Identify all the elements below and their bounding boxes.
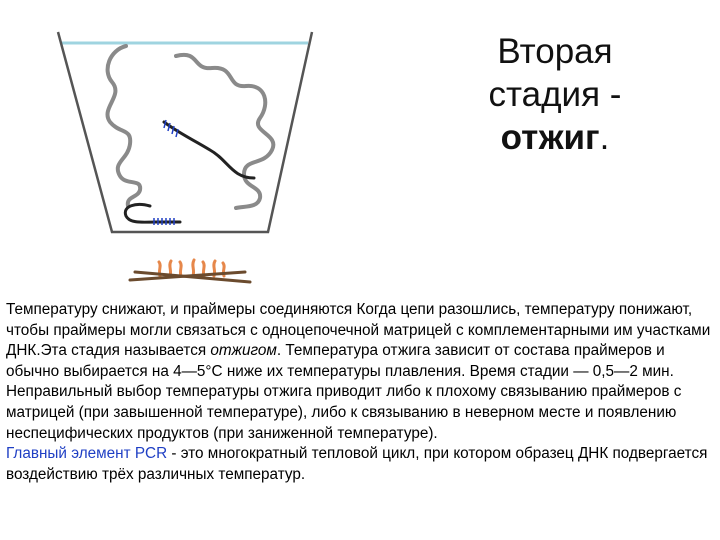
body-details: . Температура отжига зависит от состава праймеров и обычно выбирается на 4—5°С ниже их температуры плавления. Время стадии — 0,5—2 мин. Неправильный выбор температуры отжига приводит либо к плохому связыванию праймеров с матрицей (при завышенной температуре), либо к связыванию в неверном месте и появлению неспецифических продуктов (при заниженной температуре). bbox=[6, 342, 682, 442]
body-intro: Температуру снижают, и праймеры соединяются Когда цепи разошлись, температуру понижают, чтобы праймеры могли связаться с одноцепочечной матрицей с комплементарными им участками ДНК.Эта стадия называется bbox=[6, 301, 711, 360]
body-highlight: Главный элемент PCR bbox=[6, 445, 168, 463]
title-term: отжиг bbox=[500, 118, 600, 157]
title-line-1: Вторая bbox=[497, 32, 613, 71]
title-line-3 bbox=[455, 116, 655, 159]
body-closing: - это многократный тепловой цикл, при котором образец ДНК подвергается воздействию трёх различных температур. bbox=[6, 445, 708, 483]
body-term: отжигом bbox=[210, 342, 277, 360]
dna-strand-left bbox=[107, 46, 140, 206]
pcr-annealing-illustration bbox=[40, 10, 340, 285]
firewood-icon bbox=[130, 272, 250, 282]
dna-strand-right bbox=[176, 55, 273, 208]
title-period: . bbox=[599, 118, 610, 157]
primer-strand-lower bbox=[125, 204, 180, 222]
vessel bbox=[58, 32, 312, 232]
body-paragraph bbox=[6, 300, 714, 485]
title-line-2: стадия - bbox=[488, 75, 622, 114]
slide-title bbox=[455, 30, 655, 159]
